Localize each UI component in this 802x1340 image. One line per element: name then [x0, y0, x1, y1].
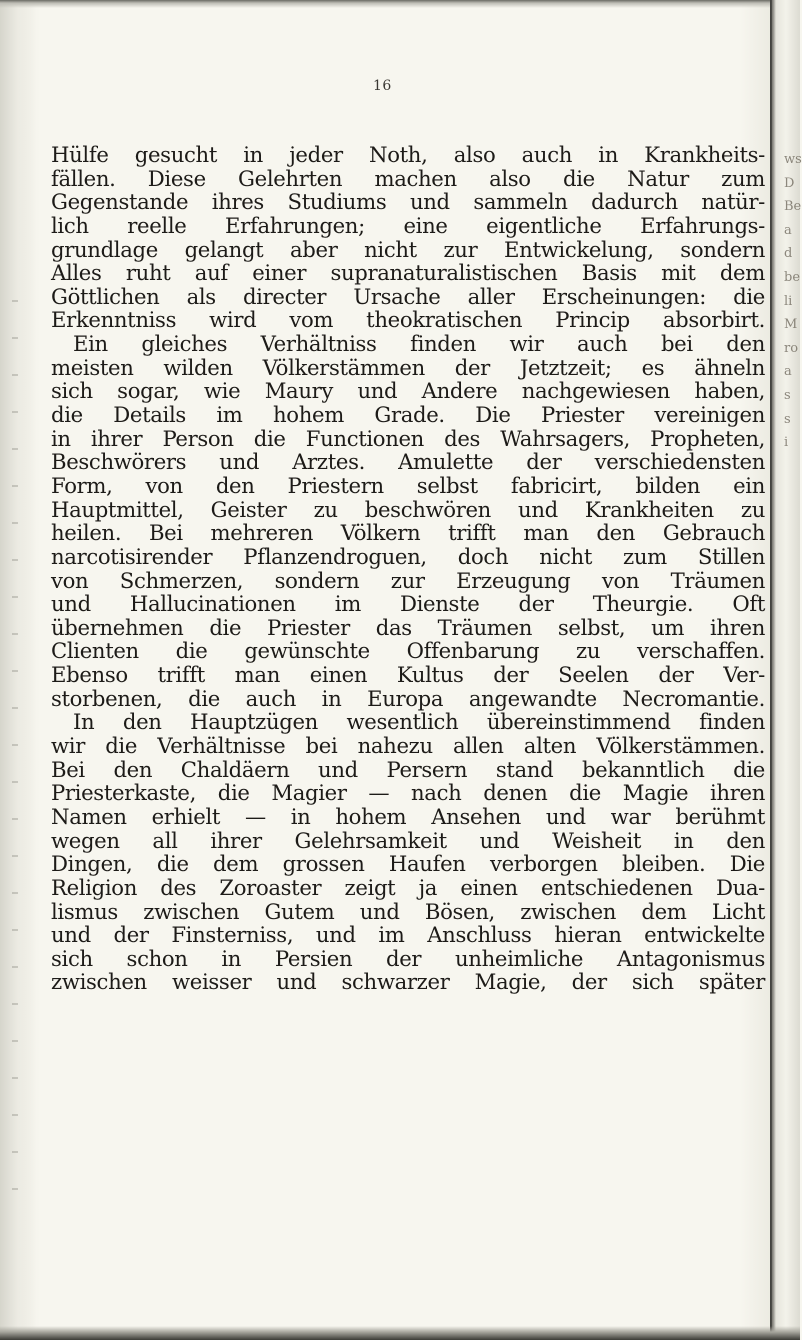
text-line: Hauptmittel, Geister zu beschwören und Krankheiten zu	[51, 496, 765, 522]
page-left-edge-shadow	[0, 0, 36, 1340]
text-line: Form, von den Priestern selbst fabricirt, bilden ein	[51, 472, 765, 498]
text-line: und Hallucinationen im Dienste der Theurgie. Oft	[51, 591, 765, 617]
text-line: meisten wilden Völkerstämmen der Jetztzeit; es ähneln	[51, 354, 765, 380]
text-line: lich reelle Erfahrungen; eine eigentliche Erfahrungs-	[51, 212, 765, 238]
bleed-fragment	[784, 549, 800, 573]
bleed-fragment: M	[784, 317, 798, 333]
bleed-fragment	[784, 809, 800, 833]
bleed-fragment	[784, 596, 800, 620]
text-line: grundlage gelangt aber nicht zur Entwickelung, sondern	[51, 236, 765, 262]
page-top-edge-shadow	[0, 0, 800, 8]
text-line: Beschwörers und Arztes. Amulette der verschiedensten	[51, 449, 765, 475]
text-line: wegen all ihrer Gelehrsamkeit und Weisheit in den	[51, 827, 765, 853]
bleed-fragment	[784, 1281, 800, 1305]
bleed-fragment	[784, 1115, 800, 1139]
text-line: Göttlichen als directer Ursache aller Erscheinungen: die	[51, 283, 765, 309]
text-line: in ihrer Person die Functionen des Wahrsagers, Propheten,	[51, 425, 765, 451]
bleed-fragment	[784, 1139, 800, 1163]
page-number: 16	[373, 78, 392, 94]
bleed-fragment	[784, 832, 800, 856]
bleed-fragment	[784, 997, 800, 1021]
bleed-fragment	[784, 667, 800, 691]
text-line: Alles ruht auf einer supranaturalistischen Basis mit dem	[51, 260, 765, 286]
bleed-fragment: i	[784, 435, 789, 451]
text-line: narcotisirender Pflanzendroguen, doch nicht zum Stillen	[51, 543, 765, 569]
text-line: die Details im hohem Grade. Die Priester vereinigen	[51, 402, 765, 428]
text-line: Gegenstande ihres Studiums und sammeln dadurch natür-	[51, 189, 765, 215]
page-bottom-edge-shadow	[0, 1326, 800, 1340]
bleed-fragment	[784, 950, 800, 974]
bleed-fragment	[784, 526, 800, 550]
bleed-fragment: s	[784, 387, 791, 403]
bleed-fragment	[784, 879, 800, 903]
text-line: storbenen, die auch in Europa angewandte Necromantie.	[51, 685, 765, 711]
bleed-fragment: a	[784, 222, 792, 238]
text-line: von Schmerzen, sondern zur Erzeugung von Träumen	[51, 567, 765, 593]
bleed-fragment	[784, 714, 800, 738]
bleed-fragment	[784, 502, 800, 526]
text-line: sich schon in Persien der unheimliche Antagonismus	[51, 945, 765, 971]
bleed-fragment	[784, 974, 800, 998]
text-line: Erkenntniss wird vom theokratischen Princip absorbirt.	[51, 307, 765, 333]
bleed-fragment	[784, 856, 800, 880]
bleed-fragment	[784, 455, 800, 479]
bleed-fragment	[784, 478, 800, 502]
text-line: sich sogar, wie Maury und Andere nachgewiesen haben,	[51, 378, 765, 404]
bleed-fragment	[784, 903, 800, 927]
text-line: und der Finsterniss, und im Anschluss hieran entwickelte	[51, 922, 765, 948]
bleed-fragment	[784, 691, 800, 715]
bleed-fragment: li	[784, 293, 793, 309]
facing-page-bleed	[784, 148, 800, 1304]
body-text	[51, 143, 765, 994]
bleed-fragment	[784, 1021, 800, 1045]
bleed-fragment	[784, 1092, 800, 1116]
bleed-fragment	[784, 1257, 800, 1281]
bleed-fragment: ro	[784, 340, 799, 356]
bleed-fragment	[784, 785, 800, 809]
text-line: übernehmen die Priester das Träumen selbst, um ihren	[51, 614, 765, 640]
text-line: Ebenso trifft man einen Kultus der Seelen der Ver-	[51, 662, 765, 688]
bleed-fragment: Be	[784, 199, 802, 215]
bleed-fragment	[784, 620, 800, 644]
paper-specks	[12, 300, 18, 1200]
text-line: In den Hauptzügen wesentlich übereinstimmend finden	[73, 709, 765, 735]
text-line: Priesterkaste, die Magier — nach denen die Magie ihren	[51, 780, 765, 806]
bleed-fragment	[784, 1163, 800, 1187]
text-line: zwischen weisser und schwarzer Magie, der sich später	[51, 969, 765, 995]
bleed-fragment: s	[784, 411, 791, 427]
bleed-fragment: d	[784, 246, 793, 262]
text-line: Ein gleiches Verhältniss finden wir auch bei den	[73, 331, 765, 357]
bleed-fragment	[784, 927, 800, 951]
text-line: wir die Verhältnisse bei nahezu allen alten Völkerstämmen.	[51, 733, 765, 759]
bleed-fragment	[784, 1186, 800, 1210]
text-line: Hülfe gesucht in jeder Noth, also auch in Krankheits-	[51, 142, 765, 167]
bleed-fragment: be	[784, 269, 801, 285]
text-line: lismus zwischen Gutem und Bösen, zwischen dem Licht	[51, 898, 765, 924]
bleed-fragment	[784, 738, 800, 762]
text-line: fällen. Diese Gelehrten machen also die Natur zum	[51, 165, 765, 191]
text-line: Bei den Chaldäern und Persern stand bekanntlich die	[51, 756, 765, 782]
bleed-fragment	[784, 1210, 800, 1234]
text-line: Clienten die gewünschte Offenbarung zu verschaffen.	[51, 638, 765, 664]
bleed-fragment	[784, 1068, 800, 1092]
bleed-fragment: ws	[784, 152, 802, 167]
text-line: heilen. Bei mehreren Völkern trifft man den Gebrauch	[51, 520, 765, 546]
text-line: Namen erhielt — in hohem Ansehen und war berühmt	[51, 803, 765, 829]
bleed-fragment	[784, 573, 800, 597]
bleed-fragment: D	[784, 175, 795, 191]
bleed-fragment	[784, 1233, 800, 1257]
bleed-fragment	[784, 761, 800, 785]
bleed-fragment	[784, 1045, 800, 1069]
bleed-fragment	[784, 643, 800, 667]
bleed-fragment: a	[784, 364, 792, 380]
text-line: Religion des Zoroaster zeigt ja einen entschiedenen Dua-	[51, 874, 765, 900]
text-line: Dingen, die dem grossen Haufen verborgen bleiben. Die	[51, 851, 765, 877]
